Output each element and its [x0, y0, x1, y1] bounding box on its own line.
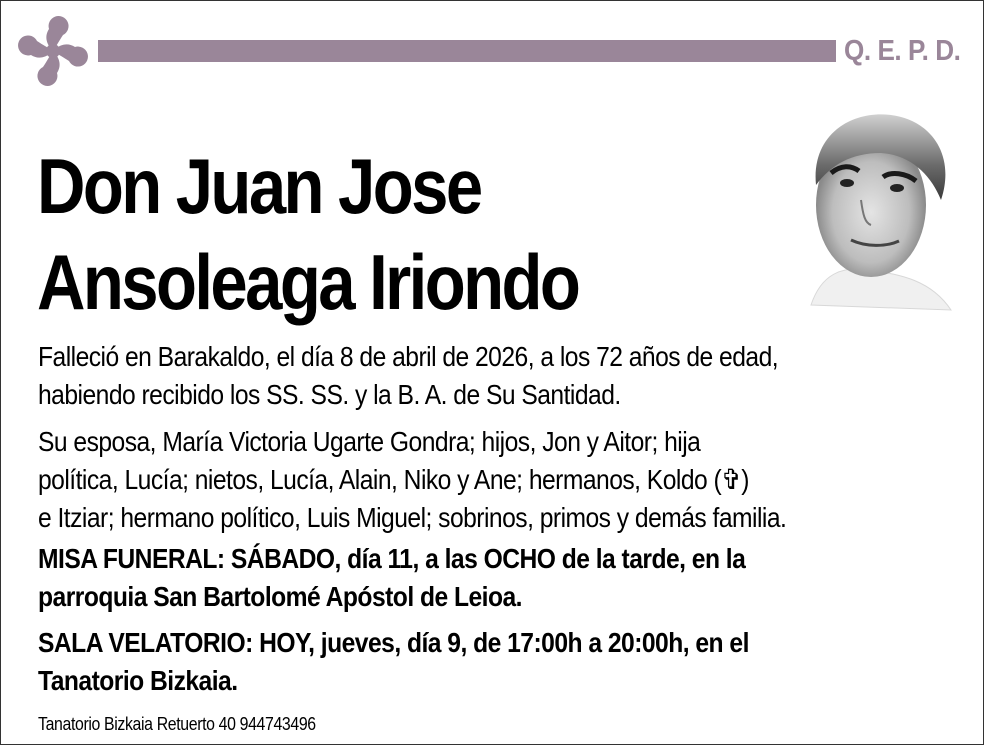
wake-line-1: SALA VELATORIO: HOY, jueves, día 9, de 17:00h a 20:00h, en el — [38, 627, 749, 658]
wake-paragraph — [38, 624, 944, 700]
family-line-3: e Itziar; hermano político, Luis Miguel; sobrinos, primos y demás familia. — [38, 502, 787, 533]
funeral-line-2: parroquia San Bartolomé Apóstol de Leioa. — [38, 581, 523, 612]
wake-line-2: Tanatorio Bizkaia. — [38, 665, 238, 696]
name-line-2: Ansoleaga Iriondo — [37, 238, 579, 326]
qepd-label: Q. E. P. D. — [844, 35, 961, 67]
family-line-1: Su esposa, María Victoria Ugarte Gondra; hijos, Jon y Aitor; hija — [38, 426, 701, 457]
death-paragraph — [38, 338, 944, 414]
header-divider-bar — [98, 40, 836, 62]
deceased-name — [37, 138, 578, 330]
funeral-home-footer: Tanatorio Bizkaia Retuerto 40 944743496 — [38, 714, 316, 734]
name-line-1: Don Juan Jose — [37, 142, 481, 230]
lauburu-icon — [15, 13, 91, 89]
funeral-line-1: MISA FUNERAL: SÁBADO, día 11, a las OCHO de la tarde, en la — [38, 543, 746, 574]
death-line-1: Falleció en Barakaldo, el día 8 de abril de 2026, a los 72 años de edad, — [38, 341, 779, 372]
funeral-mass-paragraph — [38, 540, 944, 616]
portrait-photo — [791, 105, 953, 313]
family-line-2: política, Lucía; nietos, Lucía, Alain, Niko y Ane; hermanos, Koldo (✞) — [38, 464, 749, 495]
family-paragraph — [38, 423, 944, 537]
death-line-2: habiendo recibido los SS. SS. y la B. A. de Su Santidad. — [38, 379, 621, 410]
